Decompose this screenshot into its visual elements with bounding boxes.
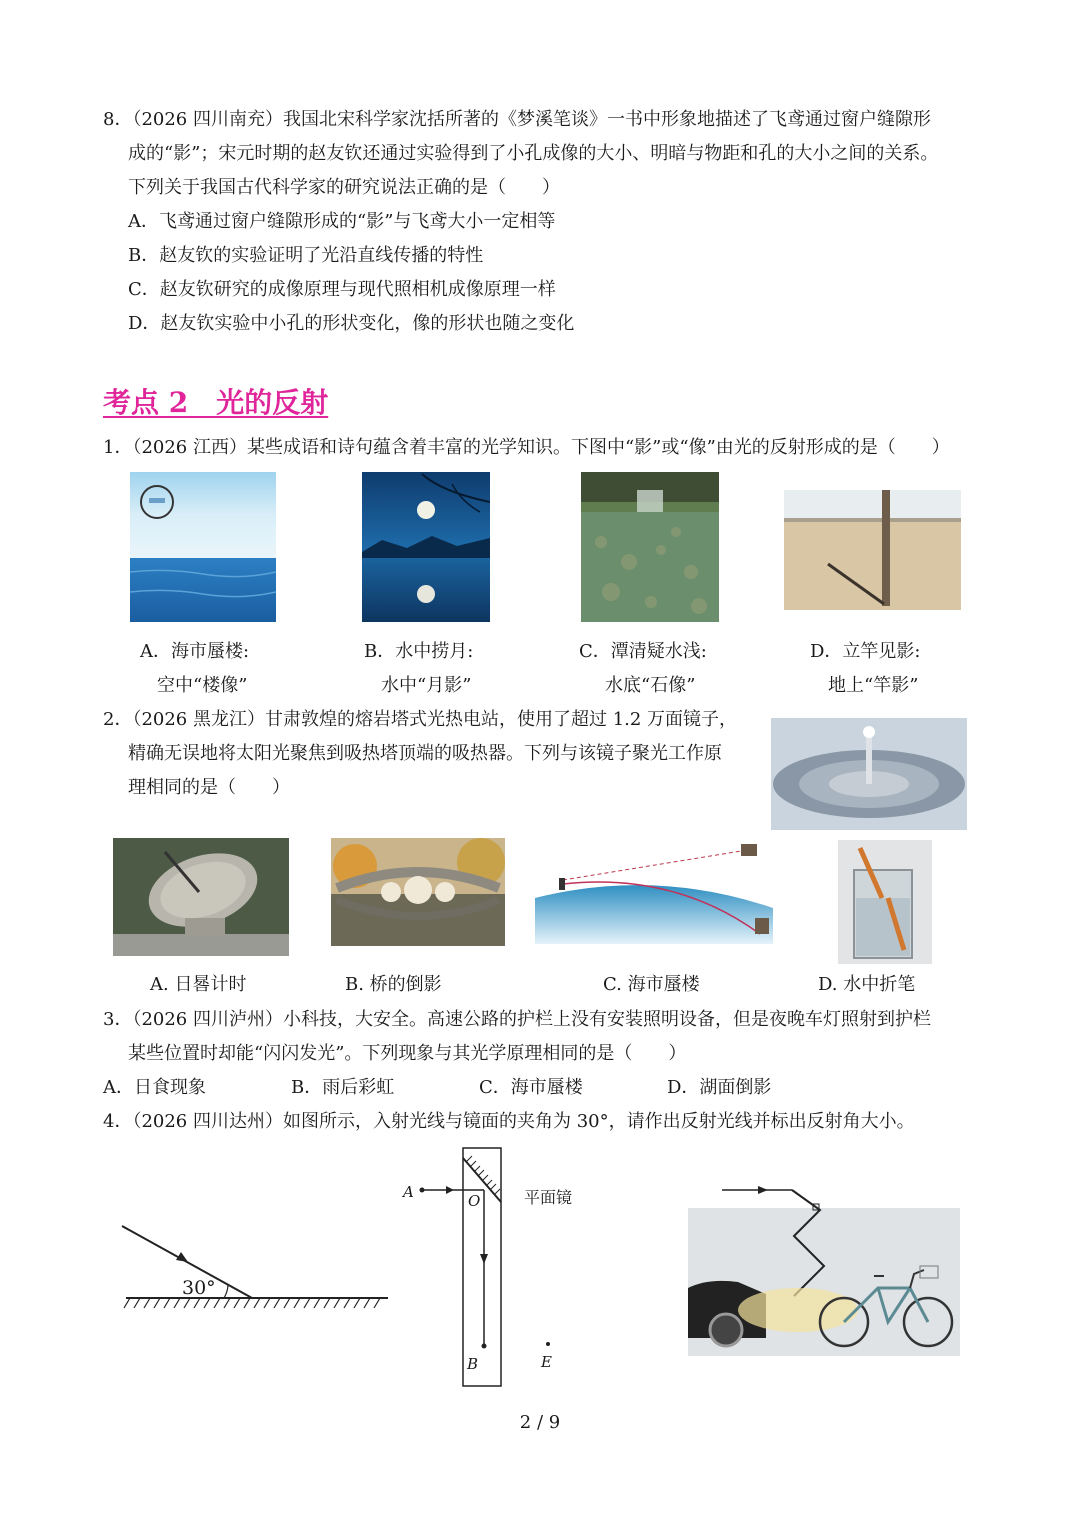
sundial-photo xyxy=(113,838,289,956)
point-a-label: A xyxy=(403,1183,414,1201)
q2-caption-b: B. 桥的倒影 xyxy=(345,974,442,995)
q8-stem-line1: 8．（2026 四川南充）我国北宋科学家沈括所著的《梦溪笔谈》一书中形象地描述了飞鸢通过窗户缝隙形 xyxy=(103,109,931,130)
q2-stem-line1: 2．（2026 黑龙江）甘肃敦煌的熔岩塔式光热电站，使用了超过 1.2 万面镜子， xyxy=(103,709,738,730)
q1-caption-b-bottom: 水中“月影” xyxy=(381,675,472,696)
point-o-label: O xyxy=(468,1192,481,1210)
bent-pen-photo xyxy=(838,840,932,964)
bridge-reflection-photo xyxy=(331,838,505,946)
q8-option-c: C．赵友钦研究的成像原理与现代照相机成像原理一样 xyxy=(128,279,556,300)
angle-label: 30° xyxy=(182,1277,216,1299)
q2-caption-c: C. 海市蜃楼 xyxy=(603,974,700,995)
q8-stem-line2: 成的“影”；宋元时期的赵友钦还通过实验得到了小孔成像的大小、明暗与物距和孔的大小之间的关系。 xyxy=(128,143,939,164)
q1-caption-c-bottom: 水底“石像” xyxy=(605,675,696,696)
pole-shadow-photo xyxy=(784,490,961,610)
q2-stem-line3: 理相同的是（ ） xyxy=(128,777,290,798)
q1-caption-c-top: C．潭清疑水浅: xyxy=(579,641,707,662)
q4-stem-line1: 4．（2026 四川达州）如图所示，入射光线与镜面的夹角为 30°，请作出反射光线并标出反射角大小。 xyxy=(103,1111,915,1132)
mirage-diagram xyxy=(535,838,773,944)
q2-caption-d: D. 水中折笔 xyxy=(818,974,916,995)
q8-option-b: B．赵友钦的实验证明了光沿直线传播的特性 xyxy=(128,245,484,266)
q3-option-a: A．日食现象 xyxy=(103,1077,206,1098)
q3-stem-line2: 某些位置时却能“闪闪发光”。下列现象与其光学原理相同的是（ ） xyxy=(128,1043,687,1064)
mirror-label: 平面镜 xyxy=(524,1188,573,1207)
section-heading: 考点 2 光的反射 xyxy=(103,386,329,419)
plane-mirror-diagram xyxy=(400,1146,520,1392)
mirage-photo xyxy=(130,472,276,622)
q1-stem-line1: 1．（2026 江西）某些成语和诗句蕴含着丰富的光学知识。下图中“影”或“像”由光的反射形成的是（ ） xyxy=(103,437,950,458)
q3-stem-line1: 3．（2026 四川泸州）小科技，大安全。高速公路的护栏上没有安装照明设备，但是夜晚车灯照射到护栏 xyxy=(103,1009,931,1030)
q2-caption-a: A. 日晷计时 xyxy=(150,974,247,995)
page-number: 2 / 9 xyxy=(519,1412,561,1433)
q1-caption-d-bottom: 地上“竿影” xyxy=(828,675,919,696)
q1-caption-a-top: A．海市蜃楼: xyxy=(140,641,250,662)
q3-option-c: C．海市蜃楼 xyxy=(479,1077,583,1098)
incident-ray-diagram xyxy=(118,1216,394,1312)
q2-stem-line2: 精确无误地将太阳光聚焦到吸热塔顶端的吸热器。下列与该镜子聚光工作原 xyxy=(128,743,722,764)
point-b-label: B xyxy=(467,1355,479,1373)
point-e-label: E xyxy=(541,1353,552,1371)
q8-stem-line3: 下列关于我国古代科学家的研究说法正确的是（ ） xyxy=(128,177,560,198)
solar-plant-photo xyxy=(771,718,967,830)
moon-reflection-photo xyxy=(362,472,490,622)
q3-option-b: B．雨后彩虹 xyxy=(291,1077,395,1098)
q8-option-a: A．飞鸢通过窗户缝隙形成的“影”与飞鸢大小一定相等 xyxy=(128,211,556,232)
q1-caption-a-bottom: 空中“楼像” xyxy=(157,675,248,696)
car-bicycle-diagram xyxy=(688,1170,960,1356)
q1-caption-d-top: D．立竿见影: xyxy=(810,641,921,662)
q1-caption-b-top: B．水中捞月: xyxy=(364,641,474,662)
clear-pool-photo xyxy=(581,472,719,622)
q3-option-d: D．湖面倒影 xyxy=(667,1077,772,1098)
q8-option-d: D．赵友钦实验中小孔的形状变化，像的形状也随之变化 xyxy=(128,313,575,334)
point-e-dot xyxy=(546,1342,550,1346)
